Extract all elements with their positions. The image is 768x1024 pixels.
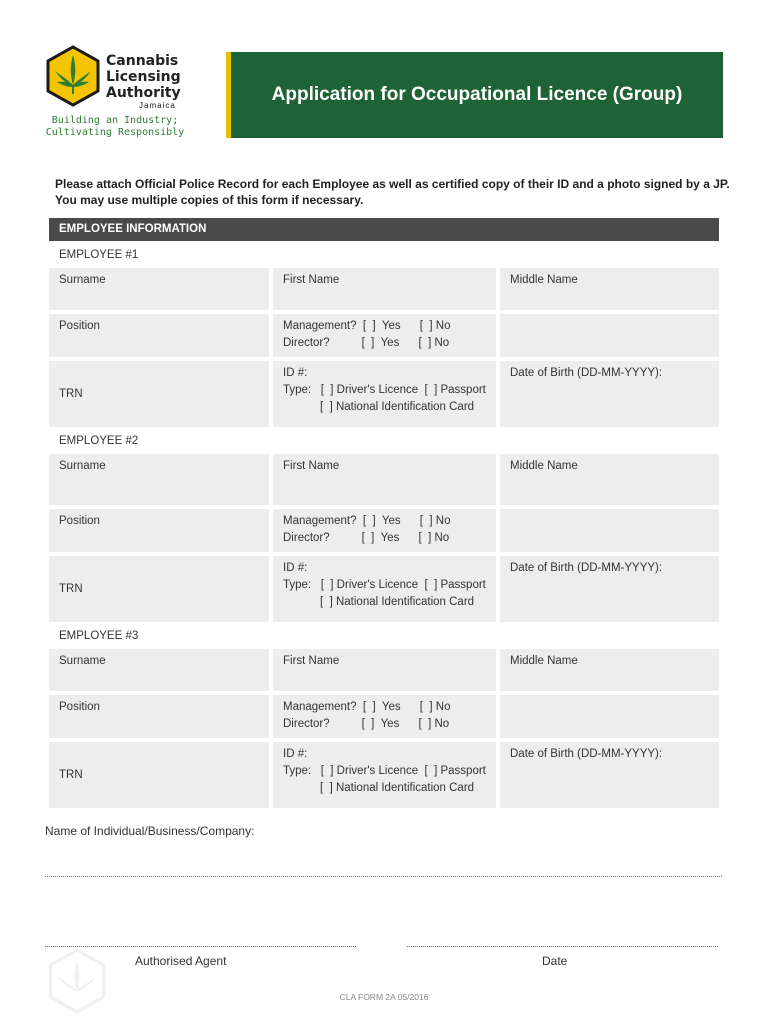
date-of-birth-field[interactable]: Date of Birth (DD-MM-YYYY): [500,742,719,808]
management-checkbox-row[interactable]: Management? [ ] Yes [ ] No [283,701,451,713]
authorised-agent-label: Authorised Agent [135,954,227,968]
employee-2-label: EMPLOYEE #2 [59,435,139,447]
first-name-field[interactable]: First Name [273,649,496,691]
middle-name-field[interactable]: Middle Name [500,454,719,505]
position-field[interactable]: Position [49,509,269,552]
brand-tagline: Building an Industry; Cultivating Responsibly [45,115,185,138]
employee-1-label: EMPLOYEE #1 [59,249,139,261]
name-of-individual-label: Name of Individual/Business/Company: [45,824,255,838]
middle-name-field[interactable]: Middle Name [500,268,719,310]
id-type-field[interactable] [273,361,496,427]
cla-logo [45,45,195,145]
director-checkbox-row[interactable]: Director? [ ] Yes [ ] No [283,532,450,544]
id-type-options[interactable]: Type: [ ] Driver's Licence [ ] Passport [283,579,486,591]
date-of-birth-field[interactable]: Date of Birth (DD-MM-YYYY): [500,556,719,622]
management-director-checkboxes[interactable] [273,695,496,738]
date-signature-line[interactable] [407,946,718,947]
cannabis-leaf-hexagon-icon [45,45,101,107]
date-of-birth-field[interactable]: Date of Birth (DD-MM-YYYY): [500,361,719,427]
id-number-label: ID #: [283,748,308,760]
id-type-options[interactable]: Type: [ ] Driver's Licence [ ] Passport [283,765,486,777]
id-type-national-option[interactable]: [ ] National Identification Card [320,596,475,608]
brand-country: Jamaica [139,101,176,110]
management-director-checkboxes[interactable] [273,509,496,552]
first-name-field[interactable]: First Name [273,454,496,505]
blank-cell [500,695,719,738]
brand-name: Cannabis Licensing Authority [106,53,181,101]
form-title-banner [226,52,723,138]
id-type-options[interactable]: Type: [ ] Driver's Licence [ ] Passport [283,384,486,396]
trn-field[interactable]: TRN [49,742,269,808]
trn-field[interactable]: TRN [49,556,269,622]
instructions: Please attach Official Police Record for each Employee as well as certified copy of their ID and a photo signed by a JP. You may use multiple copies of this form if necessary. [55,177,730,207]
id-type-field[interactable] [273,742,496,808]
middle-name-field[interactable]: Middle Name [500,649,719,691]
id-type-field[interactable] [273,556,496,622]
employee-3-label: EMPLOYEE #3 [59,630,139,642]
position-field[interactable]: Position [49,695,269,738]
first-name-field[interactable]: First Name [273,268,496,310]
surname-field[interactable]: Surname [49,649,269,691]
director-checkbox-row[interactable]: Director? [ ] Yes [ ] No [283,718,450,730]
form-title: Application for Occupational Licence (Group) [271,84,683,105]
date-label: Date [542,954,568,968]
blank-cell [500,314,719,357]
id-type-national-option[interactable]: [ ] National Identification Card [320,782,475,794]
cannabis-leaf-watermark-icon [45,948,109,1014]
position-field[interactable]: Position [49,314,269,357]
id-type-national-option[interactable]: [ ] National Identification Card [320,401,475,413]
agent-signature-line[interactable] [45,946,356,947]
id-number-label: ID #: [283,562,308,574]
management-checkbox-row[interactable]: Management? [ ] Yes [ ] No [283,515,451,527]
management-director-checkboxes[interactable] [273,314,496,357]
director-checkbox-row[interactable]: Director? [ ] Yes [ ] No [283,337,450,349]
trn-field[interactable]: TRN [49,361,269,427]
management-checkbox-row[interactable]: Management? [ ] Yes [ ] No [283,320,451,332]
blank-cell [500,509,719,552]
section-header-employee-information: EMPLOYEE INFORMATION [49,218,719,241]
form-code: CLA FORM 2A 05/2016 [339,992,429,1002]
surname-field[interactable]: Surname [49,268,269,310]
name-signature-line[interactable] [45,876,722,877]
surname-field[interactable]: Surname [49,454,269,505]
id-number-label: ID #: [283,367,308,379]
